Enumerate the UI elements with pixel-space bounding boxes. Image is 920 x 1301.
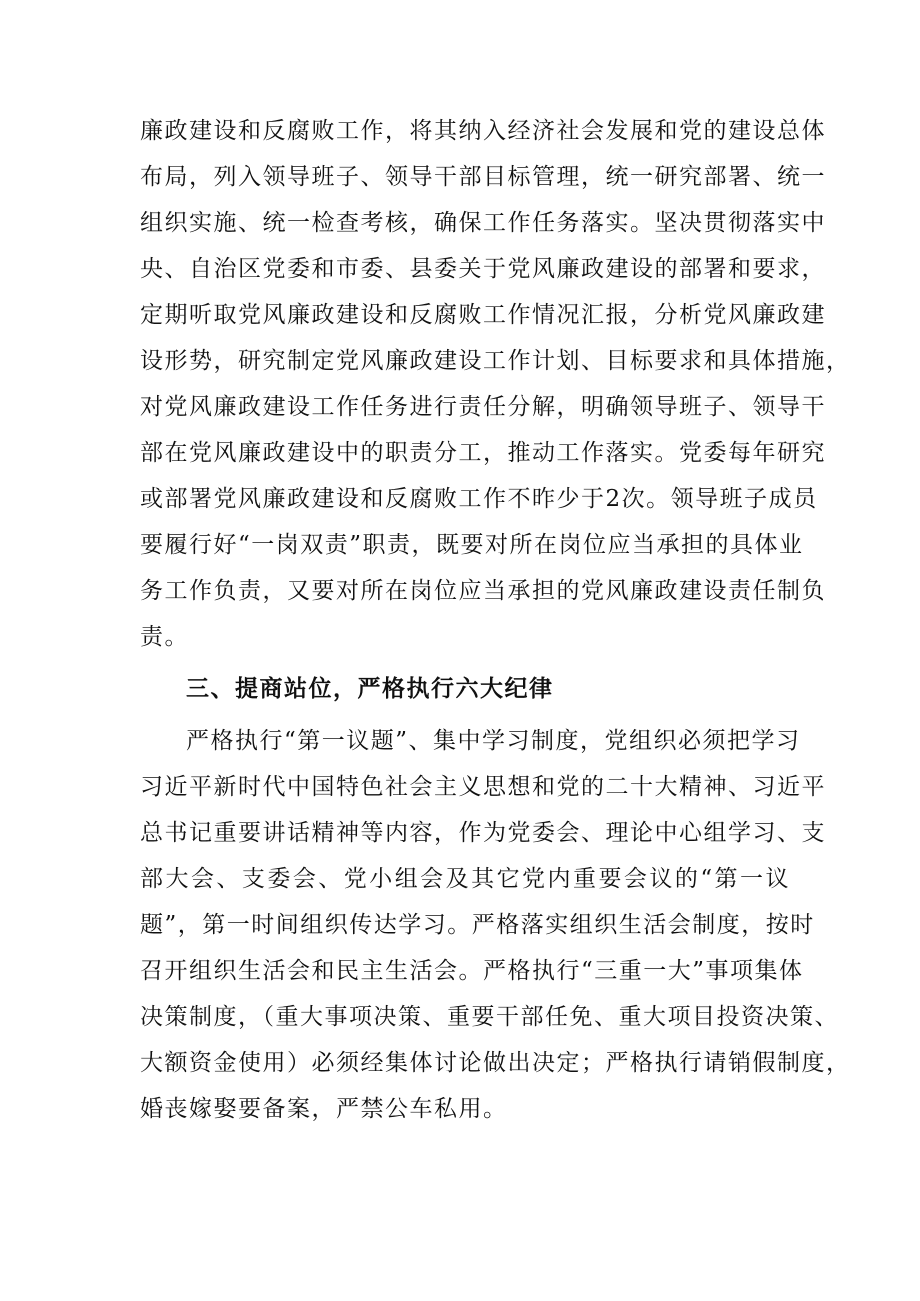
paragraph-line: 部大会、支委会、党小组会及其它党内重要会议的“第一议: [140, 866, 790, 892]
paragraph-line: 大额资金使用）必须经集体讨论做出决定；严格执行请销假制度，: [140, 1050, 851, 1076]
paragraph-line: 决策制度，（重大事项决策、重要干部任免、重大项目投资决策、: [140, 1004, 839, 1030]
paragraph-2: [140, 718, 851, 1132]
paragraph-line: 组织实施、统一检查考核，确保工作任务落实。坚决贯彻落实中: [140, 210, 826, 236]
paragraph-line: 部在党风廉政建设中的职责分工，推动工作落实。党委每年研究: [140, 440, 826, 466]
paragraph-1: [140, 108, 851, 660]
paragraph-line: 或部署党风廉政建设和反腐败工作不昨少于2次。领导班子成员: [140, 486, 818, 512]
paragraph-line: 习近平新时代中国特色社会主义思想和党的二十大精神、习近平: [140, 774, 826, 800]
paragraph-line: 务工作负责，又要对所在岗位应当承担的党风廉政建设责任制负: [140, 578, 826, 604]
paragraph-line: 严格执行“第一议题”、集中学习制度，党组织必须把学习: [186, 728, 801, 754]
paragraph-line: 定期听取党风廉政建设和反腐败工作情况汇报，分析党风廉政建: [140, 302, 826, 328]
paragraph-line: 召开组织生活会和民主生活会。严格执行“三重一大”事项集体: [140, 958, 804, 984]
paragraph-line: 总书记重要讲话精神等内容，作为党委会、理论中心组学习、支: [140, 820, 826, 846]
paragraph-line: 廉政建设和反腐败工作，将其纳入经济社会发展和党的建设总体: [140, 118, 826, 144]
paragraph-line: 题”，第一时间组织传达学习。严格落实组织生活会制度，按时: [140, 912, 815, 938]
paragraph-line: 设形势，研究制定党风廉政建设工作计划、目标要求和具体措施，: [140, 348, 851, 374]
paragraph-line: 责。: [140, 624, 189, 650]
paragraph-line: 布局，列入领导班子、领导干部目标管理，统一研究部署、统一: [140, 164, 826, 190]
document-body: [140, 108, 851, 1132]
paragraph-line: 对党风廉政建设工作任务进行责任分解，明确领导班子、领导干: [140, 394, 826, 420]
section-heading: 三、提商站位，严格执行六大纪律: [186, 675, 554, 702]
paragraph-line: 婚丧嫁娶要备案，严禁公车私用。: [140, 1096, 508, 1122]
paragraph-line: 要履行好“一岗双责”职责，既要对所在岗位应当承担的具体业: [140, 532, 804, 558]
paragraph-line: 央、自治区党委和市委、县委关于党风廉政建设的部署和要求，: [140, 256, 826, 282]
